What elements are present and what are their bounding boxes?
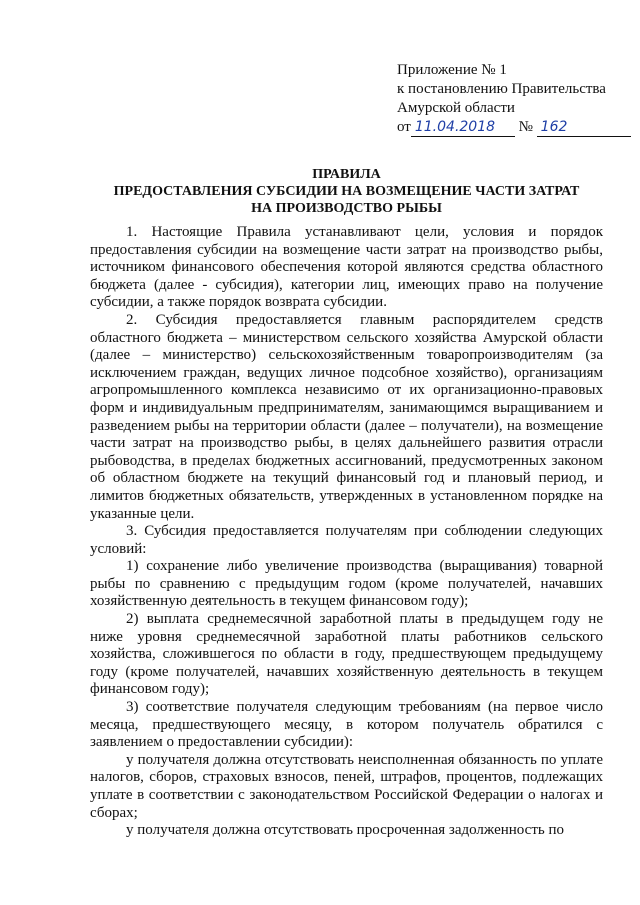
paragraph-1: 1. Настоящие Правила устанавливают цели, условия и порядок предоставления субсидии на возмещение части затрат на производство рыбы, источником финансового обеспечения которой являются средства областного бюджета (далее - субсидия), категории лиц, имеющих право на получение субсидии, а также порядок возврата субсидии. bbox=[90, 224, 603, 311]
title-line-2: ПРЕДОСТАВЛЕНИЯ СУБСИДИИ НА ВОЗМЕЩЕНИЕ ЧАСТИ ЗАТРАТ bbox=[113, 184, 580, 199]
appendix-header bbox=[397, 61, 617, 137]
handwritten-number: 162 bbox=[537, 119, 631, 137]
condition-3: 3) соответствие получателя следующим требованиям (на первое число месяца, предшествующего месяцу, в котором получатель обратился с заявлением о предоставлении субсидии): bbox=[90, 699, 603, 751]
handwritten-date: 11.04.2018 bbox=[411, 119, 515, 137]
date-prefix: от bbox=[397, 119, 411, 135]
appendix-resolution: к постановлению Правительства bbox=[397, 81, 606, 97]
paragraph-2: 2. Субсидия предоставляется главным распорядителем средств областного бюджета – министерством сельского хозяйства Амурской области (далее – министерство) сельскохозяйственным товаропроизводителям (за исключением граждан, ведущих личное подсобное хозяйство), организациям агропромышленного комплекса независимо от их организационно-правовых форм и индивидуальным предпринимателям, занимающимся выращиванием и разведением рыбы на территории области (далее – получатели), на возмещение части затрат на производство рыбы, в целях дальнейшего развития отрасли рыбоводства, в пределах бюджетных ассигнований, предусмотренных законом об областном бюджете на текущий финансовый год и плановый период, и лимитов бюджетных обязательств, утвержденных в установленном порядке на указанные цели. bbox=[90, 311, 603, 522]
title-line-3: НА ПРОИЗВОДСТВО РЫБЫ bbox=[251, 201, 442, 216]
requirement-debt: у получателя должна отсутствовать просроченная задолженность по bbox=[126, 822, 564, 839]
appendix-region: Амурской области bbox=[397, 100, 515, 116]
condition-2: 2) выплата среднемесячной заработной платы в предыдущем году не ниже уровня среднемесячной заработной платы работников сельского хозяйства, сложившегося по области в году, предшествующем предыдущему году (кроме получателей, начавших хозяйственную деятельность в текущем финансовом году); bbox=[90, 611, 603, 698]
paragraph-3: 3. Субсидия предоставляется получателям при соблюдении следующих условий: bbox=[90, 523, 603, 557]
appendix-date-line bbox=[397, 118, 617, 137]
title-line-1: ПРАВИЛА bbox=[312, 167, 381, 182]
document-body bbox=[90, 224, 603, 840]
document-title bbox=[90, 166, 603, 217]
number-prefix: № bbox=[518, 119, 533, 135]
appendix-number: Приложение № 1 bbox=[397, 62, 507, 78]
requirement-taxes: у получателя должна отсутствовать неисполненная обязанность по уплате налогов, сборов, страховых взносов, пеней, штрафов, процентов, подлежащих уплате в соответствии с законодательством Российской Федерации о налогах и сборах; bbox=[90, 751, 603, 821]
condition-1: 1) сохранение либо увеличение производства (выращивания) товарной рыбы по сравнению с предыдущим годом (кроме получателей, начавших хозяйственную деятельность в текущем финансовом году); bbox=[90, 558, 603, 610]
